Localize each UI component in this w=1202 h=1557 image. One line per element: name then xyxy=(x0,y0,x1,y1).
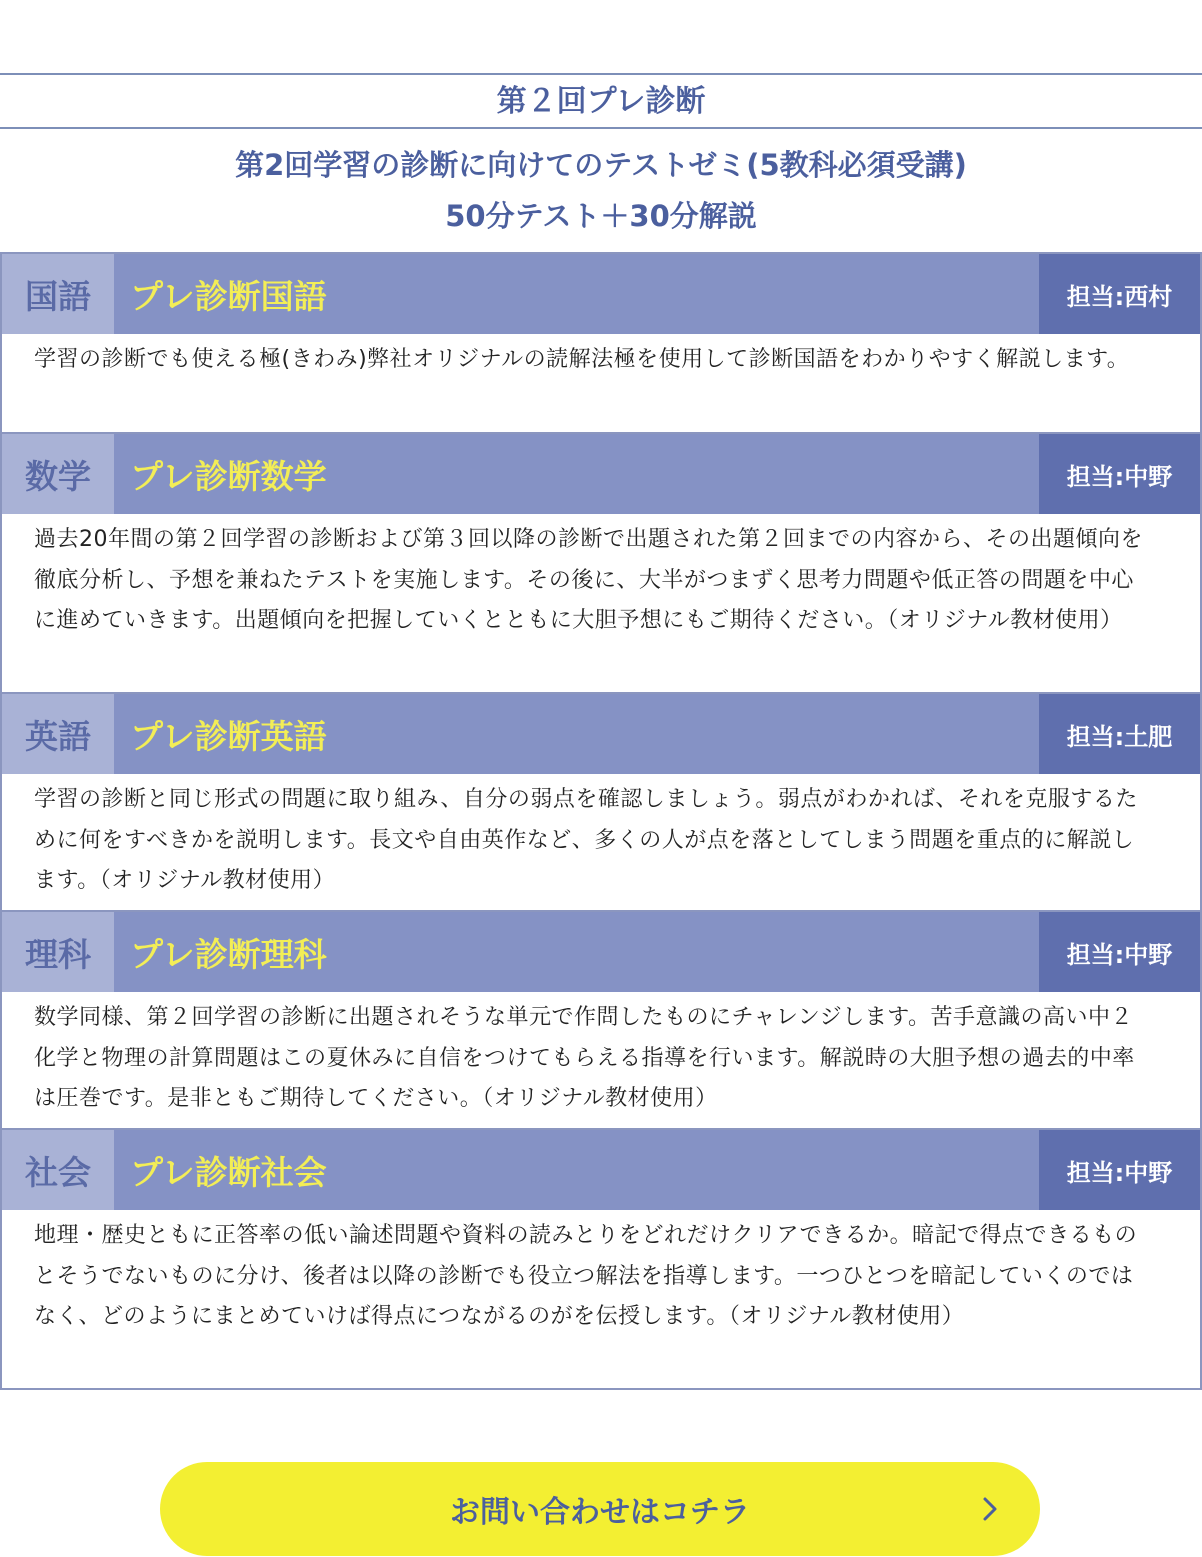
subject-tag: 数学 xyxy=(2,434,114,514)
course-header xyxy=(2,1130,1200,1210)
course-description: 過去20年間の第２回学習の診断および第３回以降の診断で出題された第２回までの内容から、その出題傾向を徹底分析し、予想を兼ねたテストを実施します。その後に、大半がつまずく思考力問題や低正答の問題を中心に進めていきます。出題傾向を把握していくとともに大胆予想にもご期待ください。（オリジナル教材使用） xyxy=(2,514,1200,694)
course-name: プレ診断英語 xyxy=(130,716,327,756)
course-section-japanese xyxy=(2,254,1200,434)
course-description: 地理・歴史ともに正答率の低い論述問題や資料の読みとりをどれだけクリアできるか。暗記で得点できるものとそうでないものに分け、後者は以降の診断でも役立つ解法を指導します。一つひとつを暗記していくのではなく、どのようにまとめていけば得点につながるのがを伝授します。（オリジナル教材使用） xyxy=(2,1210,1200,1390)
teacher-label: 担当:中野 xyxy=(1039,1130,1200,1210)
teacher-label: 担当:中野 xyxy=(1039,434,1200,514)
course-section-science xyxy=(2,912,1200,1130)
course-list xyxy=(0,252,1202,1390)
course-header xyxy=(2,254,1200,334)
course-section-english xyxy=(2,694,1200,912)
subject-tag: 国語 xyxy=(2,254,114,334)
course-description: 数学同様、第２回学習の診断に出題されそうな単元で作問したものにチャレンジします。苦手意識の高い中２化学と物理の計算問題はこの夏休みに自信をつけてもらえる指導を行います。解説時の大胆予想の過去的中率は圧巻です。是非ともご期待してください。（オリジナル教材使用） xyxy=(2,992,1200,1130)
course-name: プレ診断理科 xyxy=(130,934,327,974)
top-divider xyxy=(0,73,1202,75)
course-name: プレ診断社会 xyxy=(130,1152,327,1192)
contact-button[interactable] xyxy=(160,1462,1040,1556)
course-section-social-studies xyxy=(2,1130,1200,1390)
course-name: プレ診断数学 xyxy=(130,456,327,496)
course-header xyxy=(2,912,1200,992)
title-divider xyxy=(0,127,1202,129)
course-header xyxy=(2,694,1200,774)
subject-tag: 理科 xyxy=(2,912,114,992)
teacher-label: 担当:西村 xyxy=(1039,254,1200,334)
subject-tag: 社会 xyxy=(2,1130,114,1210)
subject-tag: 英語 xyxy=(2,694,114,774)
page-subtitle-line-1: 第2回学習の診断に向けてのテストゼミ(5教科必須受講) xyxy=(235,148,967,182)
teacher-label: 担当:土肥 xyxy=(1039,694,1200,774)
course-description: 学習の診断でも使える極(きわみ)弊社オリジナルの読解法極を使用して診断国語をわかりやすく解説します。 xyxy=(2,334,1200,434)
chevron-right-icon xyxy=(974,1493,1006,1525)
course-name: プレ診断国語 xyxy=(130,276,327,316)
page-subtitle-line-2: 50分テスト＋30分解説 xyxy=(445,199,757,233)
course-description: 学習の診断と同じ形式の問題に取り組み、自分の弱点を確認しましょう。弱点がわかれば、それを克服するために何をすべきかを説明します。長文や自由英作など、多くの人が点を落としてしまう問題を重点的に解説します。（オリジナル教材使用） xyxy=(2,774,1200,912)
teacher-label: 担当:中野 xyxy=(1039,912,1200,992)
course-header xyxy=(2,434,1200,514)
contact-button-label: お問い合わせはコチラ xyxy=(450,1495,750,1530)
page-title: 第２回プレ診断 xyxy=(496,84,706,119)
course-section-math xyxy=(2,434,1200,694)
